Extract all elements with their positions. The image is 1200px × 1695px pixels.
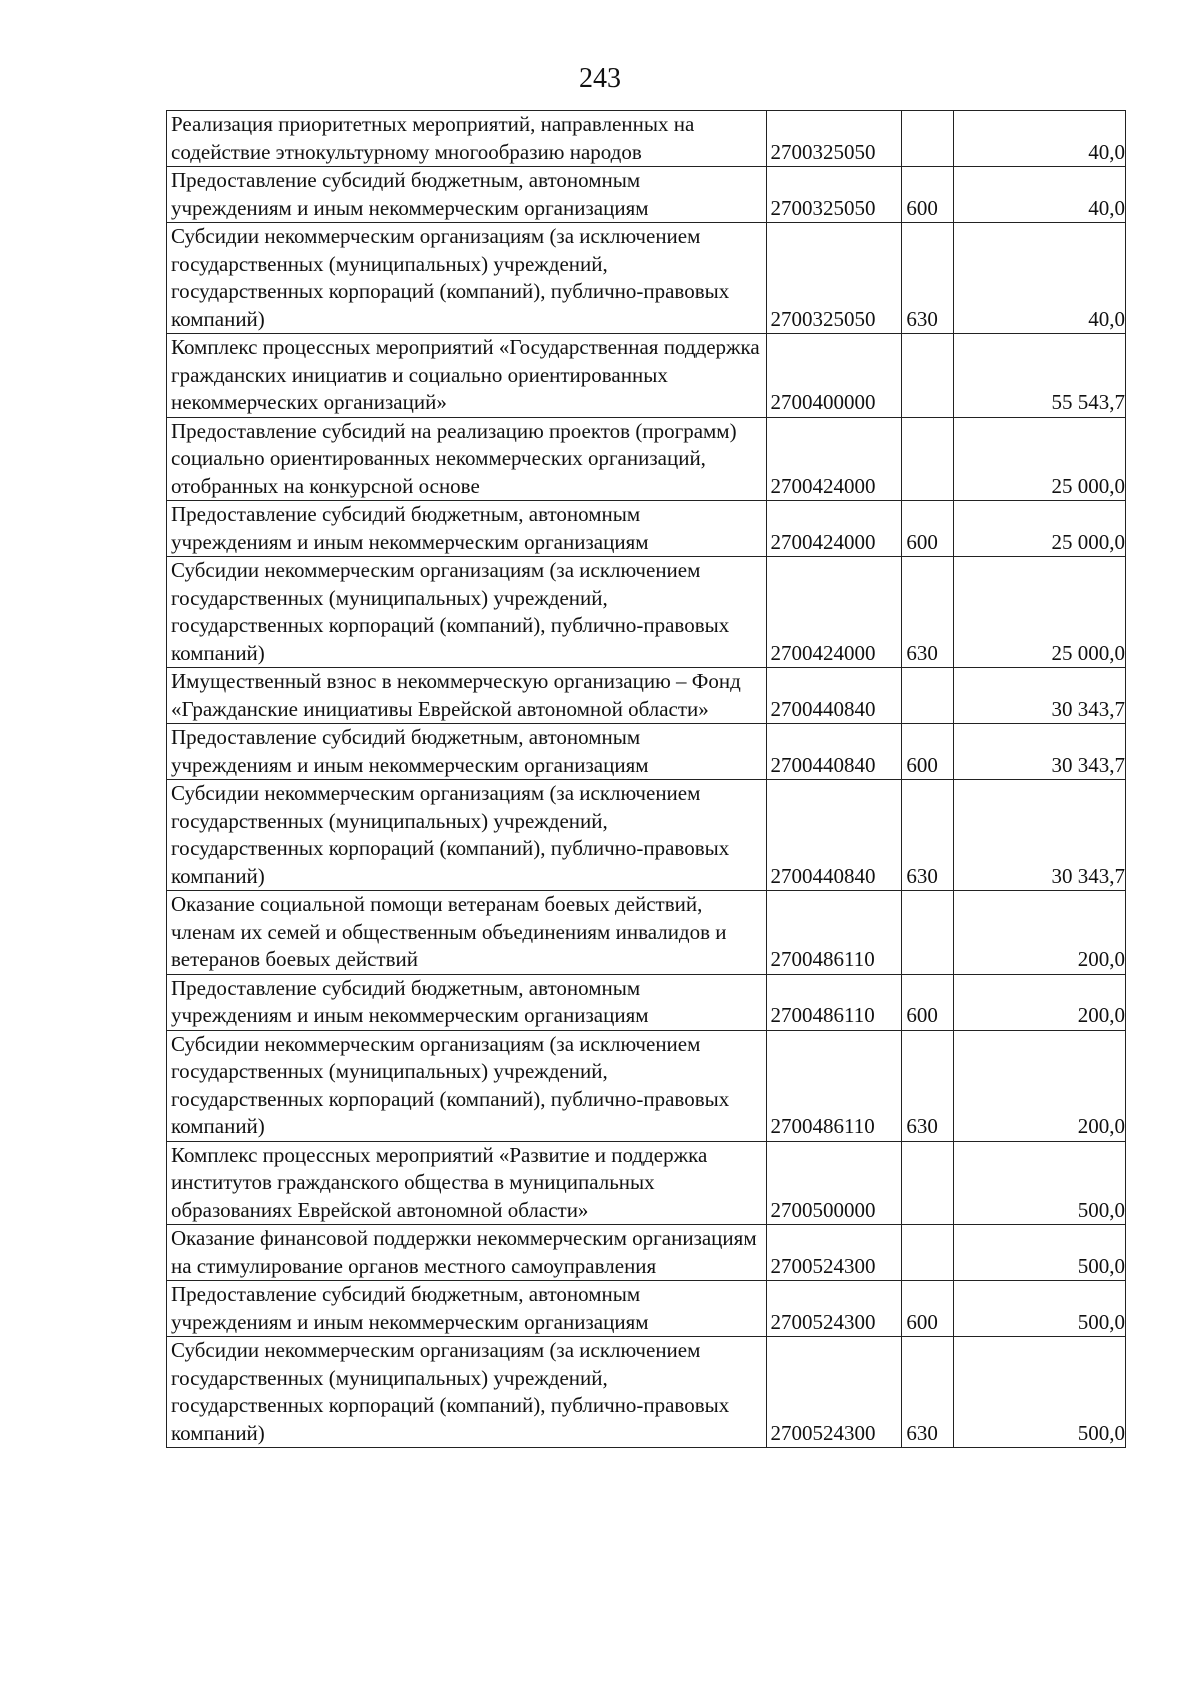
row-name: Предоставление субсидий бюджетным, автономным учреждениям и иным некоммерческим организациям — [167, 724, 767, 780]
table-row — [167, 111, 1126, 167]
table-row — [167, 891, 1126, 975]
row-kind: 630 — [902, 557, 954, 668]
row-kind — [902, 111, 954, 167]
row-sum: 40,0 — [954, 223, 1126, 334]
row-sum: 55 543,7 — [954, 334, 1126, 418]
table-row — [167, 1225, 1126, 1281]
row-code: 2700325050 — [766, 223, 902, 334]
row-sum: 500,0 — [954, 1141, 1126, 1225]
row-kind — [902, 334, 954, 418]
table-row — [167, 1337, 1126, 1448]
table-row — [167, 1141, 1126, 1225]
row-code: 2700400000 — [766, 334, 902, 418]
row-name: Оказание социальной помощи ветеранам боевых действий, членам их семей и общественным объединениям инвалидов и ветеранов боевых действий — [167, 891, 767, 975]
row-kind: 600 — [902, 501, 954, 557]
row-sum: 30 343,7 — [954, 668, 1126, 724]
row-code: 2700424000 — [766, 557, 902, 668]
row-kind: 600 — [902, 974, 954, 1030]
row-kind: 630 — [902, 223, 954, 334]
table-row — [167, 417, 1126, 501]
row-code: 2700325050 — [766, 167, 902, 223]
row-code: 2700486110 — [766, 974, 902, 1030]
row-name: Субсидии некоммерческим организациям (за исключением государственных (муниципальных) учреждений, государственных корпораций (компаний), публично-правовых компаний) — [167, 223, 767, 334]
row-code: 2700500000 — [766, 1141, 902, 1225]
row-kind — [902, 417, 954, 501]
table-row — [167, 780, 1126, 891]
row-name: Субсидии некоммерческим организациям (за исключением государственных (муниципальных) учреждений, государственных корпораций (компаний), публично-правовых компаний) — [167, 1337, 767, 1448]
table-row — [167, 724, 1126, 780]
row-kind — [902, 891, 954, 975]
row-code: 2700486110 — [766, 891, 902, 975]
row-sum: 40,0 — [954, 167, 1126, 223]
row-name: Предоставление субсидий бюджетным, автономным учреждениям и иным некоммерческим организациям — [167, 1281, 767, 1337]
row-code: 2700424000 — [766, 417, 902, 501]
table-row — [167, 668, 1126, 724]
row-sum: 200,0 — [954, 1030, 1126, 1141]
row-name: Субсидии некоммерческим организациям (за исключением государственных (муниципальных) учреждений, государственных корпораций (компаний), публично-правовых компаний) — [167, 1030, 767, 1141]
row-code: 2700440840 — [766, 724, 902, 780]
row-sum: 25 000,0 — [954, 557, 1126, 668]
row-name: Предоставление субсидий бюджетным, автономным учреждениям и иным некоммерческим организациям — [167, 167, 767, 223]
row-sum: 500,0 — [954, 1281, 1126, 1337]
row-sum: 40,0 — [954, 111, 1126, 167]
page-number: 243 — [579, 63, 621, 94]
row-code: 2700524300 — [766, 1281, 902, 1337]
row-name: Субсидии некоммерческим организациям (за исключением государственных (муниципальных) учреждений, государственных корпораций (компаний), публично-правовых компаний) — [167, 557, 767, 668]
table-row — [167, 1281, 1126, 1337]
row-code: 2700325050 — [766, 111, 902, 167]
row-sum: 30 343,7 — [954, 780, 1126, 891]
row-name: Предоставление субсидий бюджетным, автономным учреждениям и иным некоммерческим организациям — [167, 974, 767, 1030]
row-kind: 600 — [902, 167, 954, 223]
table-row — [167, 974, 1126, 1030]
table-row — [167, 167, 1126, 223]
row-kind — [902, 1225, 954, 1281]
budget-table — [166, 110, 1126, 1448]
row-kind: 630 — [902, 780, 954, 891]
row-name: Реализация приоритетных мероприятий, направленных на содействие этнокультурному многообразию народов — [167, 111, 767, 167]
row-name: Имущественный взнос в некоммерческую организацию – Фонд «Гражданские инициативы Еврейской автономной области» — [167, 668, 767, 724]
row-sum: 500,0 — [954, 1337, 1126, 1448]
row-name: Оказание финансовой поддержки некоммерческим организациям на стимулирование органов местного самоуправления — [167, 1225, 767, 1281]
row-sum: 25 000,0 — [954, 501, 1126, 557]
table-row — [167, 557, 1126, 668]
row-code: 2700424000 — [766, 501, 902, 557]
row-sum: 30 343,7 — [954, 724, 1126, 780]
row-kind: 600 — [902, 724, 954, 780]
row-kind — [902, 668, 954, 724]
row-code: 2700440840 — [766, 668, 902, 724]
row-name: Предоставление субсидий бюджетным, автономным учреждениям и иным некоммерческим организациям — [167, 501, 767, 557]
row-sum: 500,0 — [954, 1225, 1126, 1281]
row-kind: 600 — [902, 1281, 954, 1337]
row-name: Субсидии некоммерческим организациям (за исключением государственных (муниципальных) учреждений, государственных корпораций (компаний), публично-правовых компаний) — [167, 780, 767, 891]
row-name: Комплекс процессных мероприятий «Государственная поддержка гражданских инициатив и социально ориентированных некоммерческих организаций» — [167, 334, 767, 418]
table-row — [167, 501, 1126, 557]
row-kind: 630 — [902, 1337, 954, 1448]
row-code: 2700440840 — [766, 780, 902, 891]
row-code: 2700524300 — [766, 1337, 902, 1448]
row-sum: 200,0 — [954, 891, 1126, 975]
row-sum: 200,0 — [954, 974, 1126, 1030]
row-code: 2700524300 — [766, 1225, 902, 1281]
row-code: 2700486110 — [766, 1030, 902, 1141]
row-name: Предоставление субсидий на реализацию проектов (программ) социально ориентированных некоммерческих организаций, отобранных на конкурсной основе — [167, 417, 767, 501]
table-row — [167, 334, 1126, 418]
row-kind — [902, 1141, 954, 1225]
row-kind: 630 — [902, 1030, 954, 1141]
row-name: Комплекс процессных мероприятий «Развитие и поддержка институтов гражданского общества в муниципальных образованиях Еврейской автономной области» — [167, 1141, 767, 1225]
table-row — [167, 1030, 1126, 1141]
row-sum: 25 000,0 — [954, 417, 1126, 501]
table-row — [167, 223, 1126, 334]
